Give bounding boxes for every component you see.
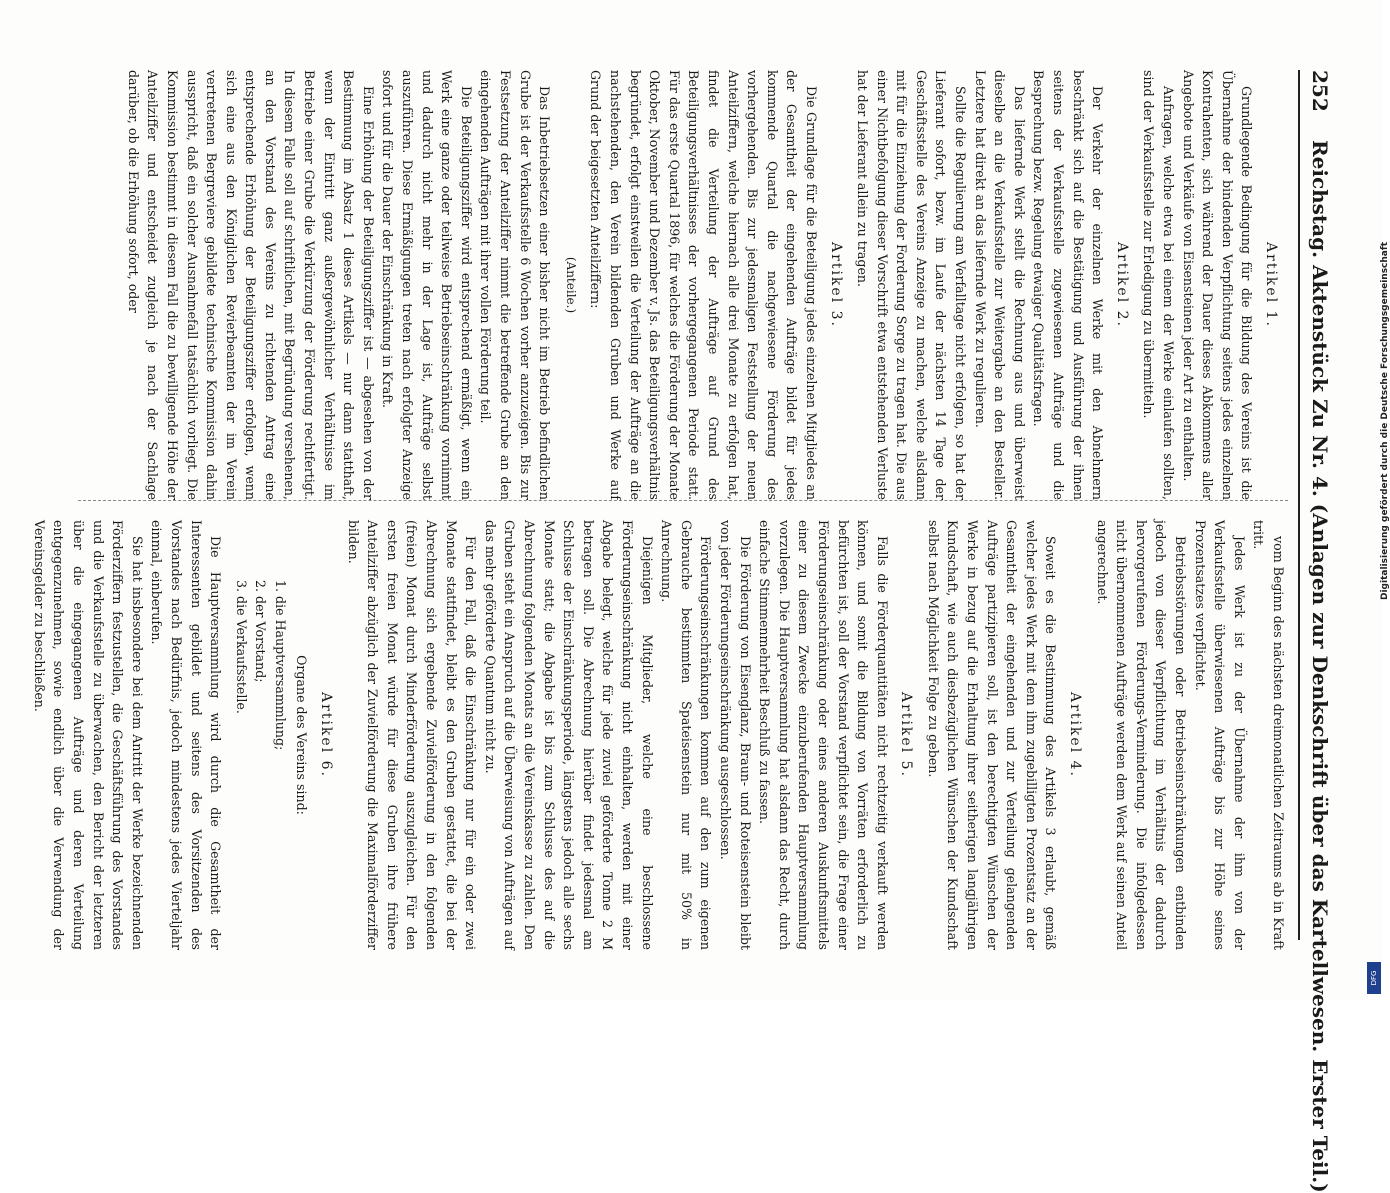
article-heading: Artikel 5. — [898, 692, 915, 778]
dfg-logo-text: DFG — [1370, 970, 1378, 986]
organ-list-item: 2. der Vorstand; — [253, 580, 269, 683]
paragraph: Jedes Werk ist zu der Übernahme der ihm von der Verkaufsstelle überwiesenen Aufträge bis zur Höhe seines Prozentsatzes verpflichtet. — [1192, 520, 1247, 950]
paragraph: Für den Fall, daß die Einschränkung nur für ein oder zwei Monate stattfindet, bleibt es den Gruben gestattet, die bei der Abrechnung sich ergebende Zuvielförderung in den folgenden (freien) Monat durch Minderförderung auszugleichen. Für den ersten freien Monat würde für diese Gruben ihre frühere Anteilziffer abzüglich der Zuvielförderung die Maximalförderziffer bilden. — [345, 520, 479, 950]
paragraph: vom Beginn des nächsten dreimonatlichen Zeitraums ab in Kraft tritt. — [1251, 520, 1286, 950]
paragraph: Sollte die Regulierung am Verfalltage nicht erfolgen, so hat der Lieferant sofort, bezw. im Laufe der nächsten 14 Tage der Geschäftsstelle des Vereins Anzeige zu machen, welche alsdann mit für die Einziehung der Forderung Sorge zu tragen hat. Die aus einer Nichtbefolgung dieser Vorschrift etwa entstehenden Verluste hat der Lieferant allein zu tragen. — [855, 70, 969, 500]
column-divider — [78, 500, 1288, 502]
paragraph: Soweit es die Bestimmung des Artikels 3 erlaubt, gemäß welcher jedes Werk mit dem ihm zugebilligten Prozentsatz an der Gesamtheit der eingehenden und zur Verteilung gelangenden Aufträge partizipieren soll, ist den berechtigten Wünschen der Werke in bezug auf die Erhaltung ihrer seitherigen langjährigen Kundschaft, wie auch diesbezüglichen Wünschen der Kundschaft selbst nach Möglichkeit Folge zu geben. — [925, 520, 1059, 950]
paragraph: Der Verkehr der einzelnen Werke mit den Abnehmern beschränkt sich auf die Bestätigung und Ausführung der ihnen seitens der Verkaufsstelle zugewiesenen Aufträge und die Besprechung bezw. Regelung etwaiger Qualitätsfragen. — [1031, 70, 1106, 500]
paragraph: Förderungseinschränkungen kommen auf den zum eigenen Gebrauche bestimmten Spateisenstein nur mit 50% in Anrechnung. — [659, 520, 714, 950]
paragraph: Die Beteiligungsziffer wird entsprechend ermäßigt, wenn ein Werk eine ganze oder teilweise Betriebseinschränkung vornimmt und dadurch nicht mehr in der Lage ist, Aufträge selbst auszuführen. Diese Ermäßigungen treten nach erfolgter Anzeige sofort und für die Dauer der Einschränkung in Kraft. — [380, 70, 474, 500]
text-column-left — [68, 70, 1288, 500]
text-column-right — [31, 520, 1288, 950]
paragraph: Anfragen, welche etwa bei einem der Werke einlaufen sollten, sind der Verkaufsstelle zur Erledigung zu übermitteln. — [1141, 70, 1177, 500]
paragraph: Betriebsstörungen oder Betriebseinschränkungen entbinden jedoch von dieser Verpflichtung im Verhältnis der dadurch hervorgerufenen Förderungs-Verminderung. Die infolgedessen nicht übernommenen Aufträge werden dem Werk auf seinen Anteil angerechnet. — [1094, 520, 1189, 950]
article-heading: Artikel 1. — [1263, 242, 1279, 328]
paragraph: Organe des Vereins sind: — [294, 655, 310, 815]
paragraph: Die Hauptversammlung wird durch die Gesamtheit der Interessenten gebildet und seitens des Vorsitzenden des Vorstandes nach Bedürfnis, jedoch mindestens jedes Vierteljahr einmal, einberufen. — [149, 520, 224, 950]
rotated-page-content — [0, 30, 1340, 1193]
paragraph: Eine Erhöhung der Beteiligungsziffer ist — abgesehen von der Bestimmung im Absatz 1 dieses Artikels — nur dann statthaft, wenn der Eintritt ganz außergewöhnlicher Verhältnisse im Betriebe einer Grube die Verkürzung der Förderung rechtfertigt. In diesem Falle soll auf schriftlichen, mit Begründung versehenen, an den Vorstand des Vereins zu richtenden Antrag eine entsprechende Erhöhung der Beteiligungsziffer erfolgen, wenn sich eine aus den Königlichen Revierbeamten der im Verein vertretenen Bergreviere gebildete technische Kommission dahin ausspricht, daß ein solcher Ausnahmefall tatsächlich vorliegt. Die Kommission bestimmt in diesem Fall die zu bewilligende Höhe der Anteilziffer und entscheidet zugleich je nach der Sachlage darüber, ob die Erhöhung sofort, oder — [125, 70, 376, 500]
article-heading: Artikel 2. — [1113, 242, 1130, 328]
page-header — [1304, 70, 1332, 1193]
organ-list-item: 3. die Verkaufsstelle. — [233, 580, 249, 714]
paragraph: Diejenigen Mitglieder, welche eine beschlossene Förderungseinschränkung nicht einhalten, werden mit einer Abgabe belegt, welche für jede zuviel geförderte Tonne 2 M betragen soll. Die Abrechnung hierüber findet jedesmal am Schlusse der Einschränkungsperiode, längstens jedoch alle sechs Monate statt; die Abgabe ist bis zum Schlusse des auf die Abrechnung folgenden Monats an die Vereinskasse zu zahlen. Den Gruben steht ein Anspruch auf die Überweisung von Aufträgen auf das mehr geförderte Quantum nicht zu. — [482, 520, 655, 950]
article-heading: Artikel 3. — [827, 242, 844, 328]
page-number: 252 — [1308, 70, 1332, 112]
paragraph: Die Grundlage für die Beteiligung jedes einzelnen Mitgliedes an der Gesamtheit der eingehenden Aufträge bildet für jedes kommende Quartal die nachgewiesene Förderung des vorhergehenden. Bis zur jedesmaligen Feststellung der neuen Anteilziffern, welche hiernach alle drei Monate zu erfolgen hat, findet die Verteilung der Aufträge auf Grund des Beteiligungsverhältnisses der vorhergegangenen Periode statt. Für das erste Quartal 1896, für welches die Förderung der Monate Oktober, November und Dezember v. Js. das Beteiligungsverhältnis begründet, erfolgt einstweilen die Verteilung der Aufträge an die nachstehenden, den Verein bildenden Gruben und Werke auf Grund der beigesetzten Anteilziffern: — [588, 70, 819, 501]
organ-list — [231, 520, 290, 950]
paragraph: Grundlegende Bedingung für die Bildung des Vereins ist die Übernahme der bindenden Verpflichtung seitens jedes einzelnen Kontrahenten, sich während der Dauer dieses Abkommens aller Angebote und Verkäufe von Eisensteinen jeder Art zu enthalten. — [1180, 70, 1255, 500]
paragraph: Sie hat insbesondere bei dem Antritt der Werke bezeichnenden Förderziffern festzustellen, die Geschäftsführung des Vorstandes und die Verkaufsstelle zu überwachen, den Bericht der letzteren über die eingegangenen Aufträge und deren Verteilung entgegenzunehmen, sowie endlich über die Verwendung der Vereinsgelder zu beschließen. — [31, 520, 145, 950]
paragraph: Die Förderung von Eisenglanz, Braun- und Roteisenstein bleibt von jeder Förderungseinschränkung ausgeschlossen. — [717, 520, 753, 950]
article-heading: Artikel 6. — [318, 692, 335, 778]
header-rule — [1298, 70, 1300, 940]
paragraph: Falls die Förderquantitäten nicht rechtzeitig verkauft werden können, und somit die Bildung von Vorräten erforderlich zu befürchten ist, soll der Vorstand verpflichtet sein, die Frage einer Förderungseinschränkung oder eines anderen Auskunftsmittels einer zu diesem Zwecke einzuberufenden Hauptversammlung vorzulegen. Die Hauptversammlung hat alsdann das Recht, durch einfache Stimmenmehrheit Beschluß zu fassen. — [757, 520, 890, 950]
paragraph: Das liefernde Werk stellt die Rechnung aus und überweist dieselbe an die Verkaufsstelle zur Weitergabe an den Besteller. Letztere hat direkt an das liefernde Werk zu regulieren. — [972, 70, 1027, 500]
paragraph: Das Inbetriebsetzen einer bisher nicht im Betrieb befindlichen Grube ist der Verkaufsstelle 6 Wochen vorher anzuzeigen. Bis zur Festsetzung der Anteilziffer nimmt die betreffende Grube an den eingehenden Aufträgen mit ihrer vollen Förderung teil. — [478, 70, 553, 500]
digitization-credit-strip — [1366, 0, 1390, 1000]
dfg-logo — [1367, 962, 1381, 994]
page-title: Reichstag. Aktenstück Zu Nr. 4. (Anlagen zur Denkschrift über das Kartellwesen. Erster Teil.) — [1308, 140, 1332, 1193]
digitization-credit: Digitalisierung gefördert durch die Deutsche Forschungsgemeinschaft — [1380, 241, 1390, 600]
organ-list-item: 1. die Hauptversammlung; — [272, 580, 288, 751]
table-note: (Anteile.) — [563, 256, 578, 314]
article-heading: Artikel 4. — [1067, 692, 1084, 778]
